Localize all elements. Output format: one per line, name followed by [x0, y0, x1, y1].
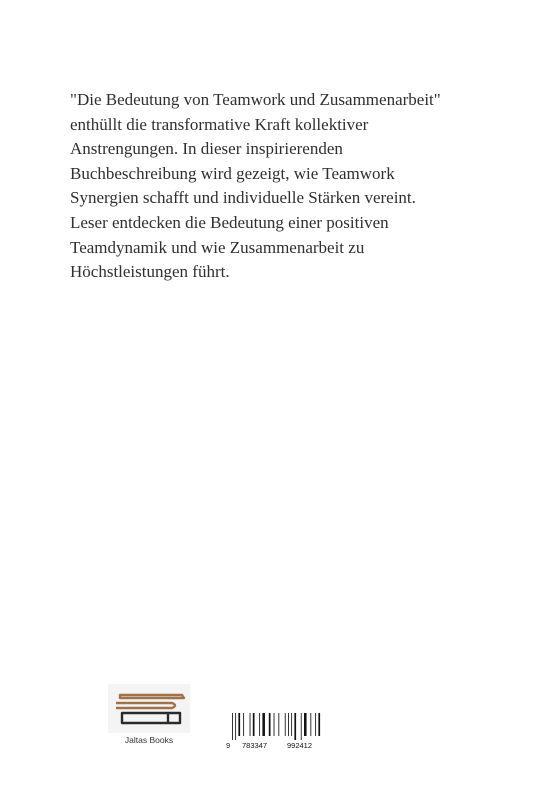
description-line: Höchstleistungen führt.: [70, 262, 230, 282]
description-line: Leser entdecken die Bedeutung einer positiven: [70, 212, 389, 232]
publisher-logo: [108, 683, 198, 753]
barcode-bar: [291, 713, 292, 736]
book-description: [70, 88, 510, 285]
barcode-bar: [253, 713, 255, 736]
barcode-bar: [235, 713, 236, 740]
isbn-digit-group: 9: [226, 741, 231, 750]
barcode-bar: [259, 713, 260, 736]
barcode-bar: [278, 713, 279, 736]
barcode-bar: [301, 713, 302, 740]
publisher-name: Jaltas Books: [124, 735, 174, 745]
description-line: Anstrengungen. In dieser inspirierenden: [70, 139, 343, 159]
barcode-bar: [318, 713, 320, 736]
barcode-bar: [269, 713, 271, 736]
barcode-bar: [285, 713, 286, 736]
isbn-digit-group: 992412: [287, 741, 313, 750]
isbn-barcode: [226, 713, 331, 749]
barcode-bar: [238, 713, 240, 736]
description-line: enthüllt die transformative Kraft kollektiver: [70, 114, 369, 134]
barcode-bar: [315, 713, 316, 736]
barcode-bar: [274, 713, 275, 736]
isbn-digit-group: 783347: [242, 741, 268, 750]
barcode-bar: [250, 713, 251, 736]
description-line: "Die Bedeutung von Teamwork und Zusammenarbeit": [70, 90, 441, 109]
barcode-bar: [310, 713, 311, 736]
barcode-bar: [294, 713, 296, 740]
barcode-bar: [262, 713, 265, 736]
barcode-bars: [226, 713, 331, 740]
description-line: Synergien schafft und individuelle Stärken vereint.: [70, 188, 416, 208]
barcode-bar: [232, 713, 233, 740]
description-line: Buchbeschreibung wird gezeigt, wie Teamwork: [70, 163, 395, 183]
barcode-bar: [304, 713, 307, 736]
book-stack-icon: [108, 683, 190, 733]
description-line: Teamdynamik und wie Zusammenarbeit zu: [70, 237, 365, 257]
barcode-bar: [243, 713, 244, 736]
barcode-bar: [288, 713, 289, 736]
